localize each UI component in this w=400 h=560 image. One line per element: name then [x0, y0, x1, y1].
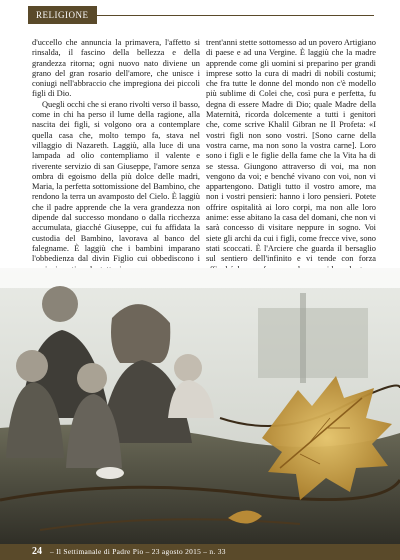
paragraph: Quegli occhi che si erano rivolti verso il basso, come in chi ha perso il lume della ragione, alla nascita dei figli, si volgono ora a contemplare quella casa che, molto tempo fa, stava nel villaggio di Nazareth. Laggiù, alla luce di una lampada ad olio contempliamo il valente e riverente servizio di san Giuseppe, l'amore senza ombra di egoismo della più dolce delle madri, Maria, la perfetta sottomissione del Bambino, che rendono la terra un avamposto del Cielo. È laggiù che il padre apprende che la vera grandezza non dipende dal successo mondano o dalla ricchezza accumulata, giacché Giuseppe, cui fu affidata la custodia del Bambino, lavorava al banco del falegname. È laggiù che i bambini imparano l'obbedienza dal divin Figlio cui obbediscono i [32, 99, 200, 264]
quote-text: trent'anni stette sottomesso ad un povero Artigiano di paese e ad una Vergine. È laggiù che la madre apprende come gli uomini si preparino per grandi imprese sotto la cura di madri di nobili costumi; che fra tutte le donne del mondo non c'è modello più sublime di Colei che, così pura e perfetta, fu degna di essere Madre di Dio; quale Madre della Maternità, ricorda dolcemente a tutti i genitori che, come scrive Khalil Gibran ne Il Profeta: «I vostri figli non sono vostri. [Sono carne della vostra carne, ma non sono la vostra carne]. Loro sono i figli e le figlie della fame che la Vita ha di se stessa. Giungono attraverso di voi, ma non vengono da voi; e benché vivano con voi, non vi appartengono. Datigli tutto il vostro amore, ma non i vostri pensieri: hanno i loro pensieri. Potete offrire ospitalità ai loro corpi, ma non alle loro anime: esse abitano la casa del domani, che non vi sarà concesso di visitare neppure in sogno. Voi siete gli archi da cui i figli, come frecce vive, sono stati scoccati. È l'Arciere che guarda il bersaglio sul sentiero dell'infinito e vi tende con forza [206, 38, 376, 264]
family-photo-illustration [0, 268, 400, 546]
page-footer [0, 544, 400, 560]
article-column-right [206, 38, 376, 307]
article-column-left [32, 38, 200, 275]
section-label: RELIGIONE [28, 6, 97, 24]
family-photo [0, 268, 400, 546]
page-number: 24 [32, 546, 42, 557]
section-header [0, 6, 400, 24]
paragraph: d'uccello che annuncia la primavera, l'affetto si rinsalda, il fascino della bellezza e della grandezza ritorna; ogni nuovo nato diviene un grano del gran rosario dell'amore, che unisce i coniugi nell'abbraccio che impregiona dei piccoli figli di Dio. [32, 38, 200, 99]
paragraph [206, 38, 376, 307]
publication-line: – Il Settimanale di Padre Pio – 23 agosto 2015 – n. 33 [50, 547, 226, 556]
section-rule [96, 15, 374, 16]
